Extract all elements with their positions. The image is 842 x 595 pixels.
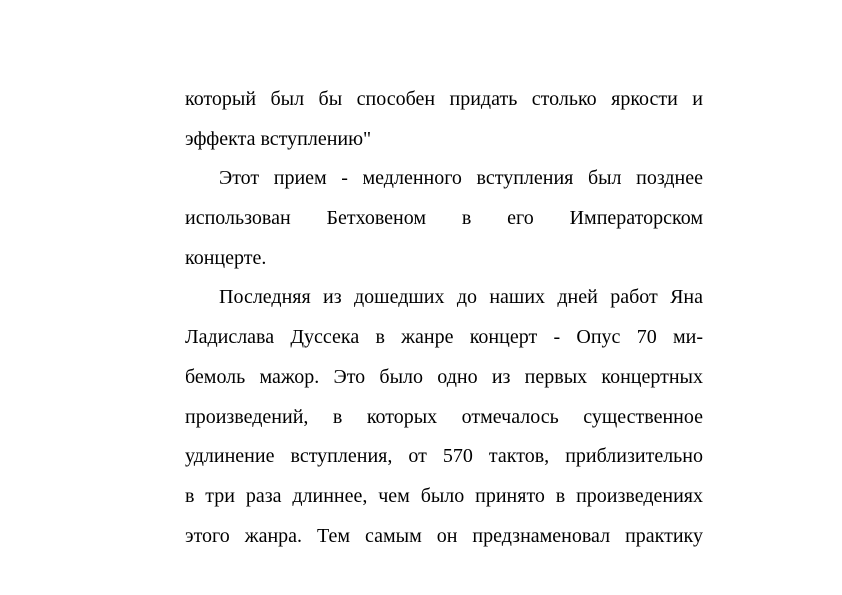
text-line: который был бы способен придать столько яркости и xyxy=(185,88,703,110)
paragraph-start-line: Последняя из дошедших до наших дней работ Яна xyxy=(219,286,703,309)
text-line: этого жанра. Тем самым он предзнаменовал практику xyxy=(185,524,703,547)
text-line: использован Бетховеном в его Императорском xyxy=(185,207,703,230)
text-line: произведений, в которых отмечалось существенное xyxy=(185,405,703,428)
text-line: удлинение вступления, от 570 тактов, приблизительно xyxy=(185,445,703,468)
text-line: концерте. xyxy=(185,246,267,269)
text-line: бемоль мажор. Это было одно из первых концертных xyxy=(185,365,703,388)
body-text xyxy=(185,80,703,556)
paragraph-start-line: Этот прием - медленного вступления был позднее xyxy=(219,167,703,190)
text-line: Ладислава Дуссека в жанре концерт - Опус 70 ми- xyxy=(185,326,703,349)
text-line: эффекта вступлению" xyxy=(185,127,372,150)
text-line: в три раза длиннее, чем было принято в произведениях xyxy=(185,484,703,507)
